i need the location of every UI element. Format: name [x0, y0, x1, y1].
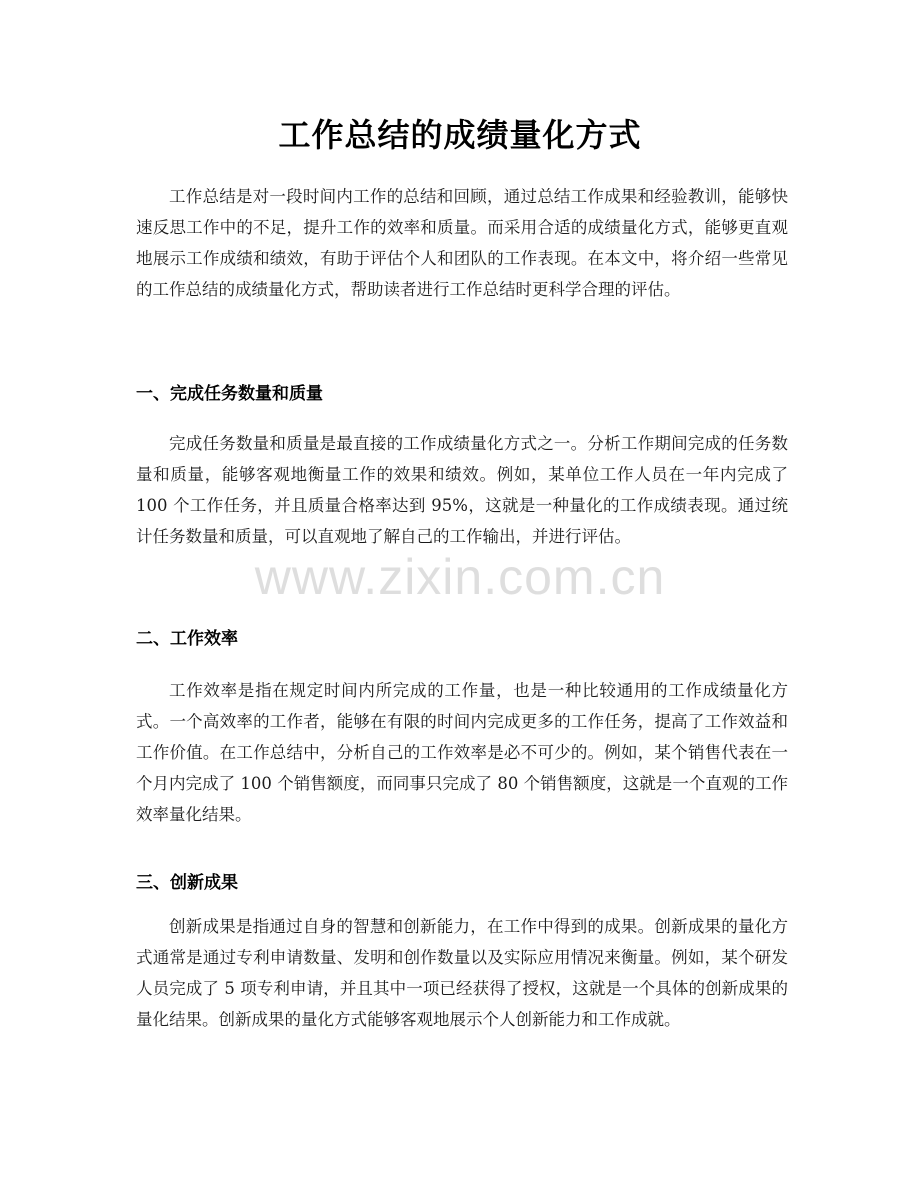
- section-3-heading: 三、创新成果: [136, 873, 238, 893]
- section-1-heading: 一、完成任务数量和质量: [136, 384, 323, 404]
- section-1-paragraph: 完成任务数量和质量是最直接的工作成绩量化方式之一。分析工作期间完成的任务数量和质量，能够客观地衡量工作的效果和绩效。例如，某单位工作人员在一年内完成了 100 个工作任务，并且质量合格率达到 95%，这就是一种量化的工作成绩表现。通过统计任务数量和质量，可以直观地了解自己的工作输出，并进行评估。: [136, 434, 788, 546]
- section-3-paragraph: 创新成果是指通过自身的智慧和创新能力，在工作中得到的成果。创新成果的量化方式通常是通过专利申请数量、发明和创作数量以及实际应用情况来衡量。例如，某个研发人员完成了 5 项专利申请，并且其中一项已经获得了授权，这就是一个具体的创新成果的量化结果。创新成果的量化方式能够客观地展示个人创新能力和工作成就。: [136, 917, 788, 1029]
- section-2-paragraph: 工作效率是指在规定时间内所完成的工作量，也是一种比较通用的工作成绩量化方式。一个高效率的工作者，能够在有限的时间内完成更多的工作任务，提高了工作效益和工作价值。在工作总结中，分析自己的工作效率是必不可少的。例如，某个销售代表在一个月内完成了 100 个销售额度，而同事只完成了 80 个销售额度，这就是一个直观的工作效率量化结果。: [136, 681, 788, 824]
- watermark-text: www.zixin.com.cn: [254, 549, 666, 605]
- section-2-heading: 二、工作效率: [136, 629, 238, 649]
- document-title: 工作总结的成绩量化方式: [278, 116, 642, 154]
- intro-paragraph: 工作总结是对一段时间内工作的总结和回顾，通过总结工作成果和经验教训，能够快速反思工作中的不足，提升工作的效率和质量。而采用合适的成绩量化方式，能够更直观地展示工作成绩和绩效，有助于评估个人和团队的工作表现。在本文中，将介绍一些常见的工作总结的成绩量化方式，帮助读者进行工作总结时更科学合理的评估。: [136, 187, 788, 299]
